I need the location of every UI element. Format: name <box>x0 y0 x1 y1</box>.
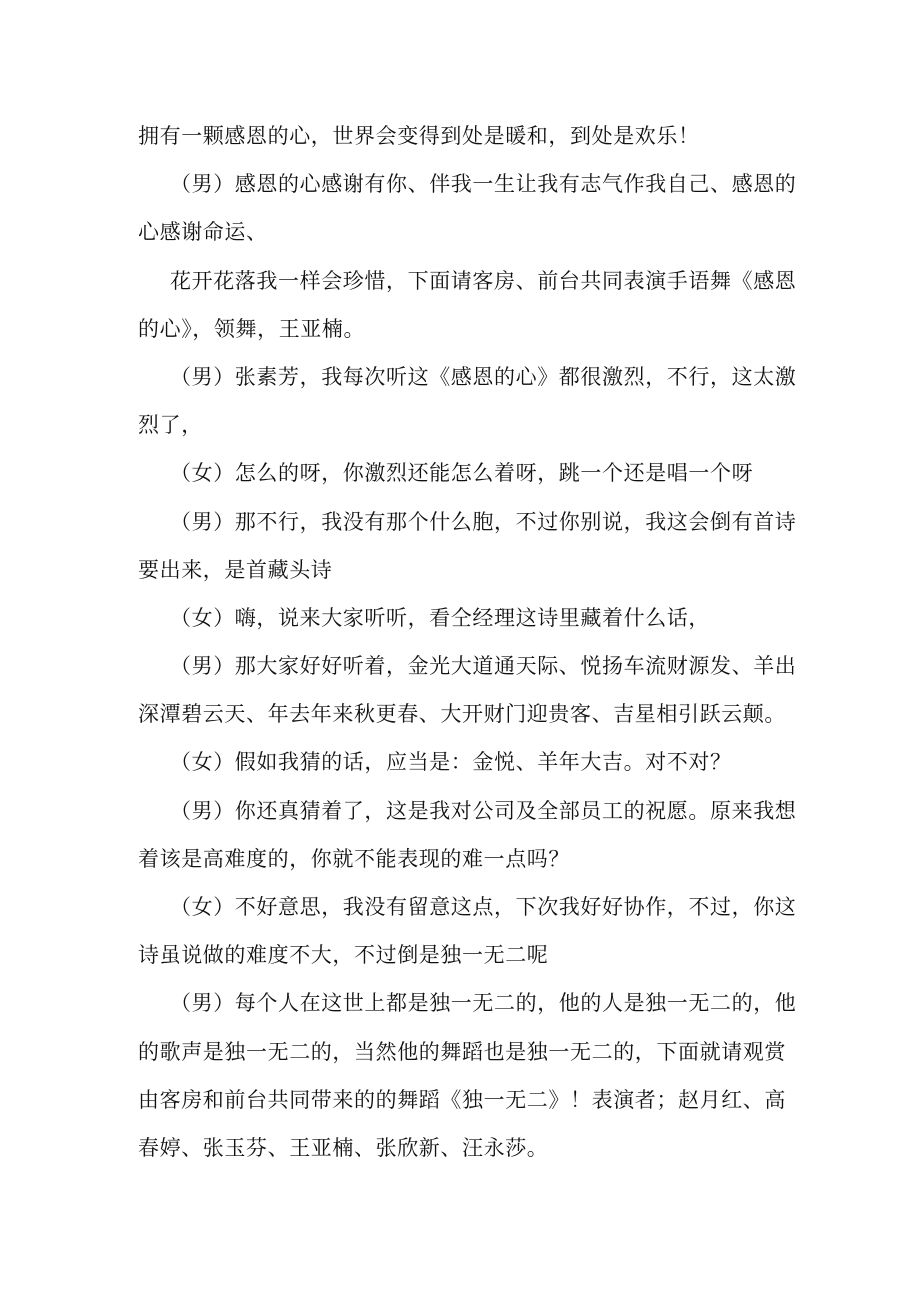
text-line-5: 的心》，领舞，王亚楠。 <box>138 316 366 341</box>
text-line-6: （男）张素芳，我每次听这《感恩的心》都很激烈，不行，这太激 <box>170 364 797 389</box>
text-line-2: （男）感恩的心感谢有你、伴我一生让我有志气作我自己、感恩的 <box>170 172 797 197</box>
text-line-7: 烈了， <box>138 413 203 438</box>
text-line-12: （男）那大家好好听着，金光大道通天际、悦扬车流财源发、羊出 <box>170 654 797 679</box>
document-body <box>138 112 797 1172</box>
text-line-3: 心感谢命运、 <box>138 220 268 245</box>
text-line-19: （男）每个人在这世上都是独一无二的，他的人是独一无二的，他 <box>170 991 797 1016</box>
text-line-13: 深潭碧云天、年去年来秋更春、大开财门迎贵客、吉星相引跃云颠。 <box>138 702 786 727</box>
text-line-9: （男）那不行，我没有那个什么胞，不过你别说，我这会倒有首诗 <box>170 509 797 534</box>
text-line-20: 的歌声是独一无二的，当然他的舞蹈也是独一无二的，下面就请观赏 <box>138 1039 786 1064</box>
text-line-17: （女）不好意思，我没有留意这点，下次我好好协作，不过，你这 <box>170 895 797 919</box>
text-line-15: （男）你还真猜着了，这是我对公司及全部员工的祝愿。原来我想 <box>170 798 797 823</box>
text-line-18: 诗虽说做的难度不大，不过倒是独一无二呢 <box>138 943 549 968</box>
text-line-4: 花开花落我一样会珍惜，下面请客房、前台共同表演手语舞《感恩 <box>170 268 797 293</box>
text-line-11: （女）嗨，说来大家听听，看仝经理这诗里藏着什么话， <box>170 605 710 630</box>
text-line-8: （女）怎么的呀，你激烈还能怎么着呀，跳一个还是唱一个呀 <box>170 461 754 486</box>
text-line-22: 春婷、张玉芬、王亚楠、张欣新、汪永莎。 <box>138 1135 549 1160</box>
text-line-21: 由客房和前台共同带来的的舞蹈《独一无二》！表演者；赵月红、高 <box>138 1087 786 1112</box>
text-line-1: 拥有一颗感恩的心，世界会变得到处是暖和，到处是欢乐！ <box>138 124 700 148</box>
text-line-14: （女）假如我猜的话，应当是：金悦、羊年大吉。对不对？ <box>170 750 732 775</box>
text-line-10: 要出来，是首藏头诗 <box>138 557 333 582</box>
text-line-16: 着该是高难度的，你就不能表现的难一点吗？ <box>138 846 570 871</box>
